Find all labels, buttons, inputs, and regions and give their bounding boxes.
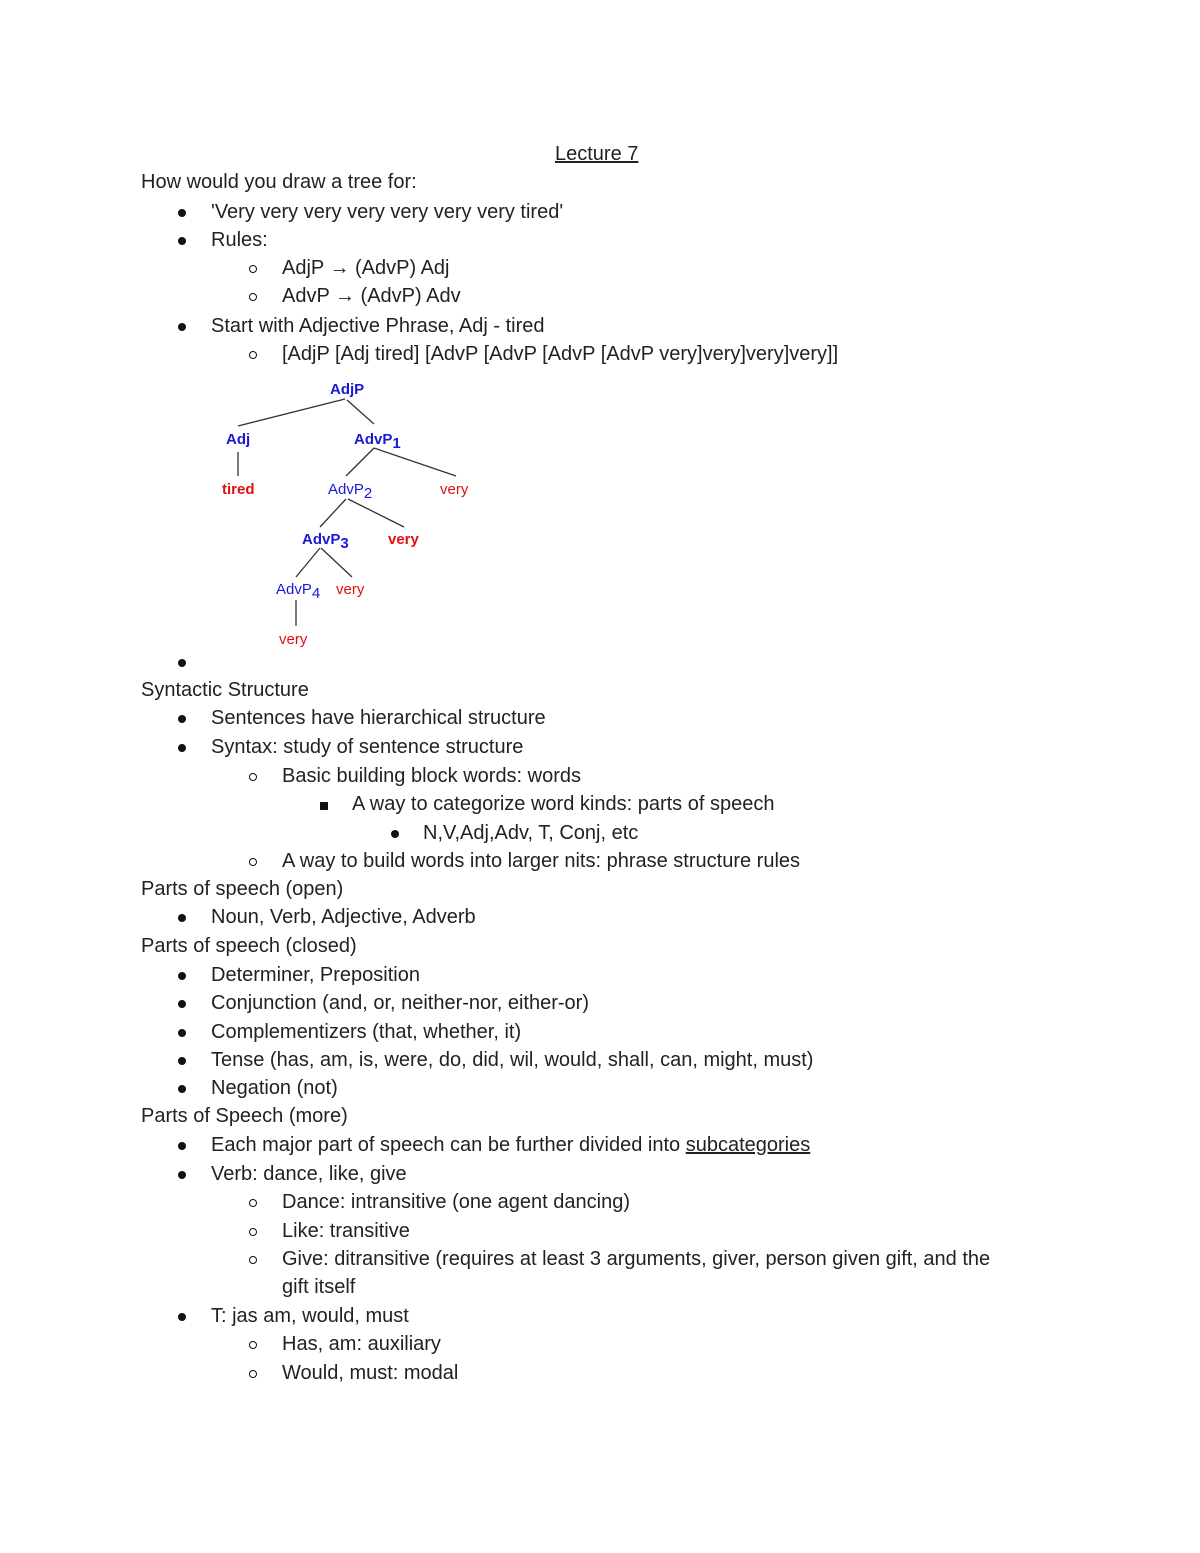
page-title: Lecture 7 — [555, 143, 639, 165]
closed-b4: Tense (has, am, is, were, do, did, wil, would, shall, can, might, must) — [211, 1049, 814, 1071]
closed-heading: Parts of speech (closed) — [141, 935, 357, 957]
bullet-dot — [178, 1000, 186, 1008]
bullet-dot — [178, 237, 186, 245]
bullet-dot — [178, 972, 186, 980]
open-b1: Noun, Verb, Adjective, Adverb — [211, 906, 476, 928]
node-advp-2: AdvP — [328, 481, 364, 498]
syntactic-b2a1: A way to categorize word kinds: parts of speech — [352, 793, 775, 815]
syntactic-b2b: A way to build words into larger nits: phrase structure rules — [282, 850, 801, 872]
intro-text: How would you draw a tree for: — [141, 171, 417, 193]
open-heading: Parts of speech (open) — [141, 878, 344, 900]
bullet-dot-empty — [178, 659, 186, 667]
bullet-circle — [249, 858, 257, 866]
node-advp-2-sub: 2 — [363, 485, 373, 502]
rules-label: Rules: — [211, 229, 268, 251]
more-b3b: Would, must: modal — [282, 1362, 459, 1384]
more-heading: Parts of Speech (more) — [141, 1105, 348, 1127]
node-advp-4: AdvP — [276, 581, 312, 598]
more-b2b: Like: transitive — [282, 1220, 410, 1242]
syntactic-b2: Syntax: study of sentence structure — [211, 736, 524, 758]
svg-text:AdvP3 — [302, 531, 349, 552]
syntactic-b2a: Basic building block words: words — [282, 765, 582, 787]
more-b3: T: jas am, would, must — [211, 1305, 409, 1327]
bullet-dot — [178, 1029, 186, 1037]
phrase-text: 'Very very very very very very very tired' — [211, 201, 564, 223]
tree-edge — [346, 448, 374, 476]
closed-b2: Conjunction (and, or, neither-nor, either-or) — [211, 992, 589, 1014]
bullet-dot — [178, 744, 186, 752]
node-adjp: AdjP — [330, 381, 365, 398]
more-b2: Verb: dance, like, give — [211, 1163, 407, 1185]
syntactic-heading: Syntactic Structure — [141, 679, 309, 701]
bullet-dot — [178, 715, 186, 723]
bullet-circle — [249, 351, 257, 359]
tree-edge — [296, 548, 320, 577]
bullet-square — [320, 802, 328, 810]
bullet-circle — [249, 1256, 257, 1264]
node-advp-1-sub: 1 — [392, 435, 401, 452]
tree-edge — [321, 548, 352, 577]
subcategories-link[interactable]: subcategories — [685, 1134, 811, 1156]
leaf-very-4: very — [279, 631, 308, 648]
bullet-dot — [178, 209, 186, 217]
tree-edge — [348, 499, 404, 527]
bullet-dot — [178, 323, 186, 331]
node-advp-3-sub: 3 — [340, 535, 349, 552]
leaf-tired: tired — [222, 481, 255, 498]
rule-2: AdvP → (AdvP) Adv — [282, 285, 461, 307]
more-b1 — [211, 1133, 810, 1157]
bullet-circle — [249, 773, 257, 781]
bullet-circle — [249, 1370, 257, 1378]
tree-edge — [320, 499, 346, 527]
node-advp-3: AdvP — [302, 531, 341, 548]
more-b2c-line2: gift itself — [282, 1276, 356, 1298]
closed-b1: Determiner, Preposition — [211, 964, 420, 986]
bracket-notation: [AdjP [Adj tired] [AdvP [AdvP [AdvP [AdvP very]very]very]very]] — [282, 343, 839, 365]
closed-b3: Complementizers (that, whether, it) — [211, 1021, 522, 1043]
svg-text:AdvP4 — [276, 581, 320, 602]
bullet-circle — [249, 1228, 257, 1236]
node-advp-4-sub: 4 — [311, 585, 321, 602]
closed-b5: Negation (not) — [211, 1077, 338, 1099]
leaf-very-3: very — [336, 581, 365, 598]
bullet-dot — [178, 1313, 186, 1321]
bullet-circle — [249, 293, 257, 301]
tree-edge — [238, 399, 345, 426]
start-text: Start with Adjective Phrase, Adj - tired — [211, 315, 545, 337]
bullet-dot — [178, 1085, 186, 1093]
syntactic-b1: Sentences have hierarchical structure — [211, 707, 546, 729]
bullet-dot — [178, 1057, 186, 1065]
bullet-dot — [178, 1142, 186, 1150]
rule-1: AdjP → (AdvP) Adj — [282, 257, 450, 279]
syntactic-b2a1a: N,V,Adj,Adv, T, Conj, etc — [423, 822, 639, 844]
bullet-circle — [249, 1341, 257, 1349]
bullet-dot — [178, 1171, 186, 1179]
tree-edge — [374, 448, 456, 476]
bullet-dot — [178, 914, 186, 922]
more-b1-text: Each major part of speech can be further divided into — [211, 1134, 686, 1156]
bullet-circle — [249, 1199, 257, 1207]
node-adj: Adj — [226, 431, 251, 448]
more-b2a: Dance: intransitive (one agent dancing) — [282, 1191, 630, 1213]
more-b2c-line1: Give: ditransitive (requires at least 3 arguments, giver, person given gift, and the — [282, 1248, 991, 1270]
more-b3a: Has, am: auxiliary — [282, 1333, 441, 1355]
syntax-tree-diagram — [200, 372, 500, 652]
bullet-dot — [391, 830, 399, 838]
bullet-circle — [249, 265, 257, 273]
svg-text:AdvP2 — [328, 481, 372, 502]
leaf-very-1: very — [440, 481, 469, 498]
leaf-very-2: very — [388, 531, 419, 548]
node-advp-1: AdvP — [354, 431, 393, 448]
tree-edge — [347, 400, 374, 424]
